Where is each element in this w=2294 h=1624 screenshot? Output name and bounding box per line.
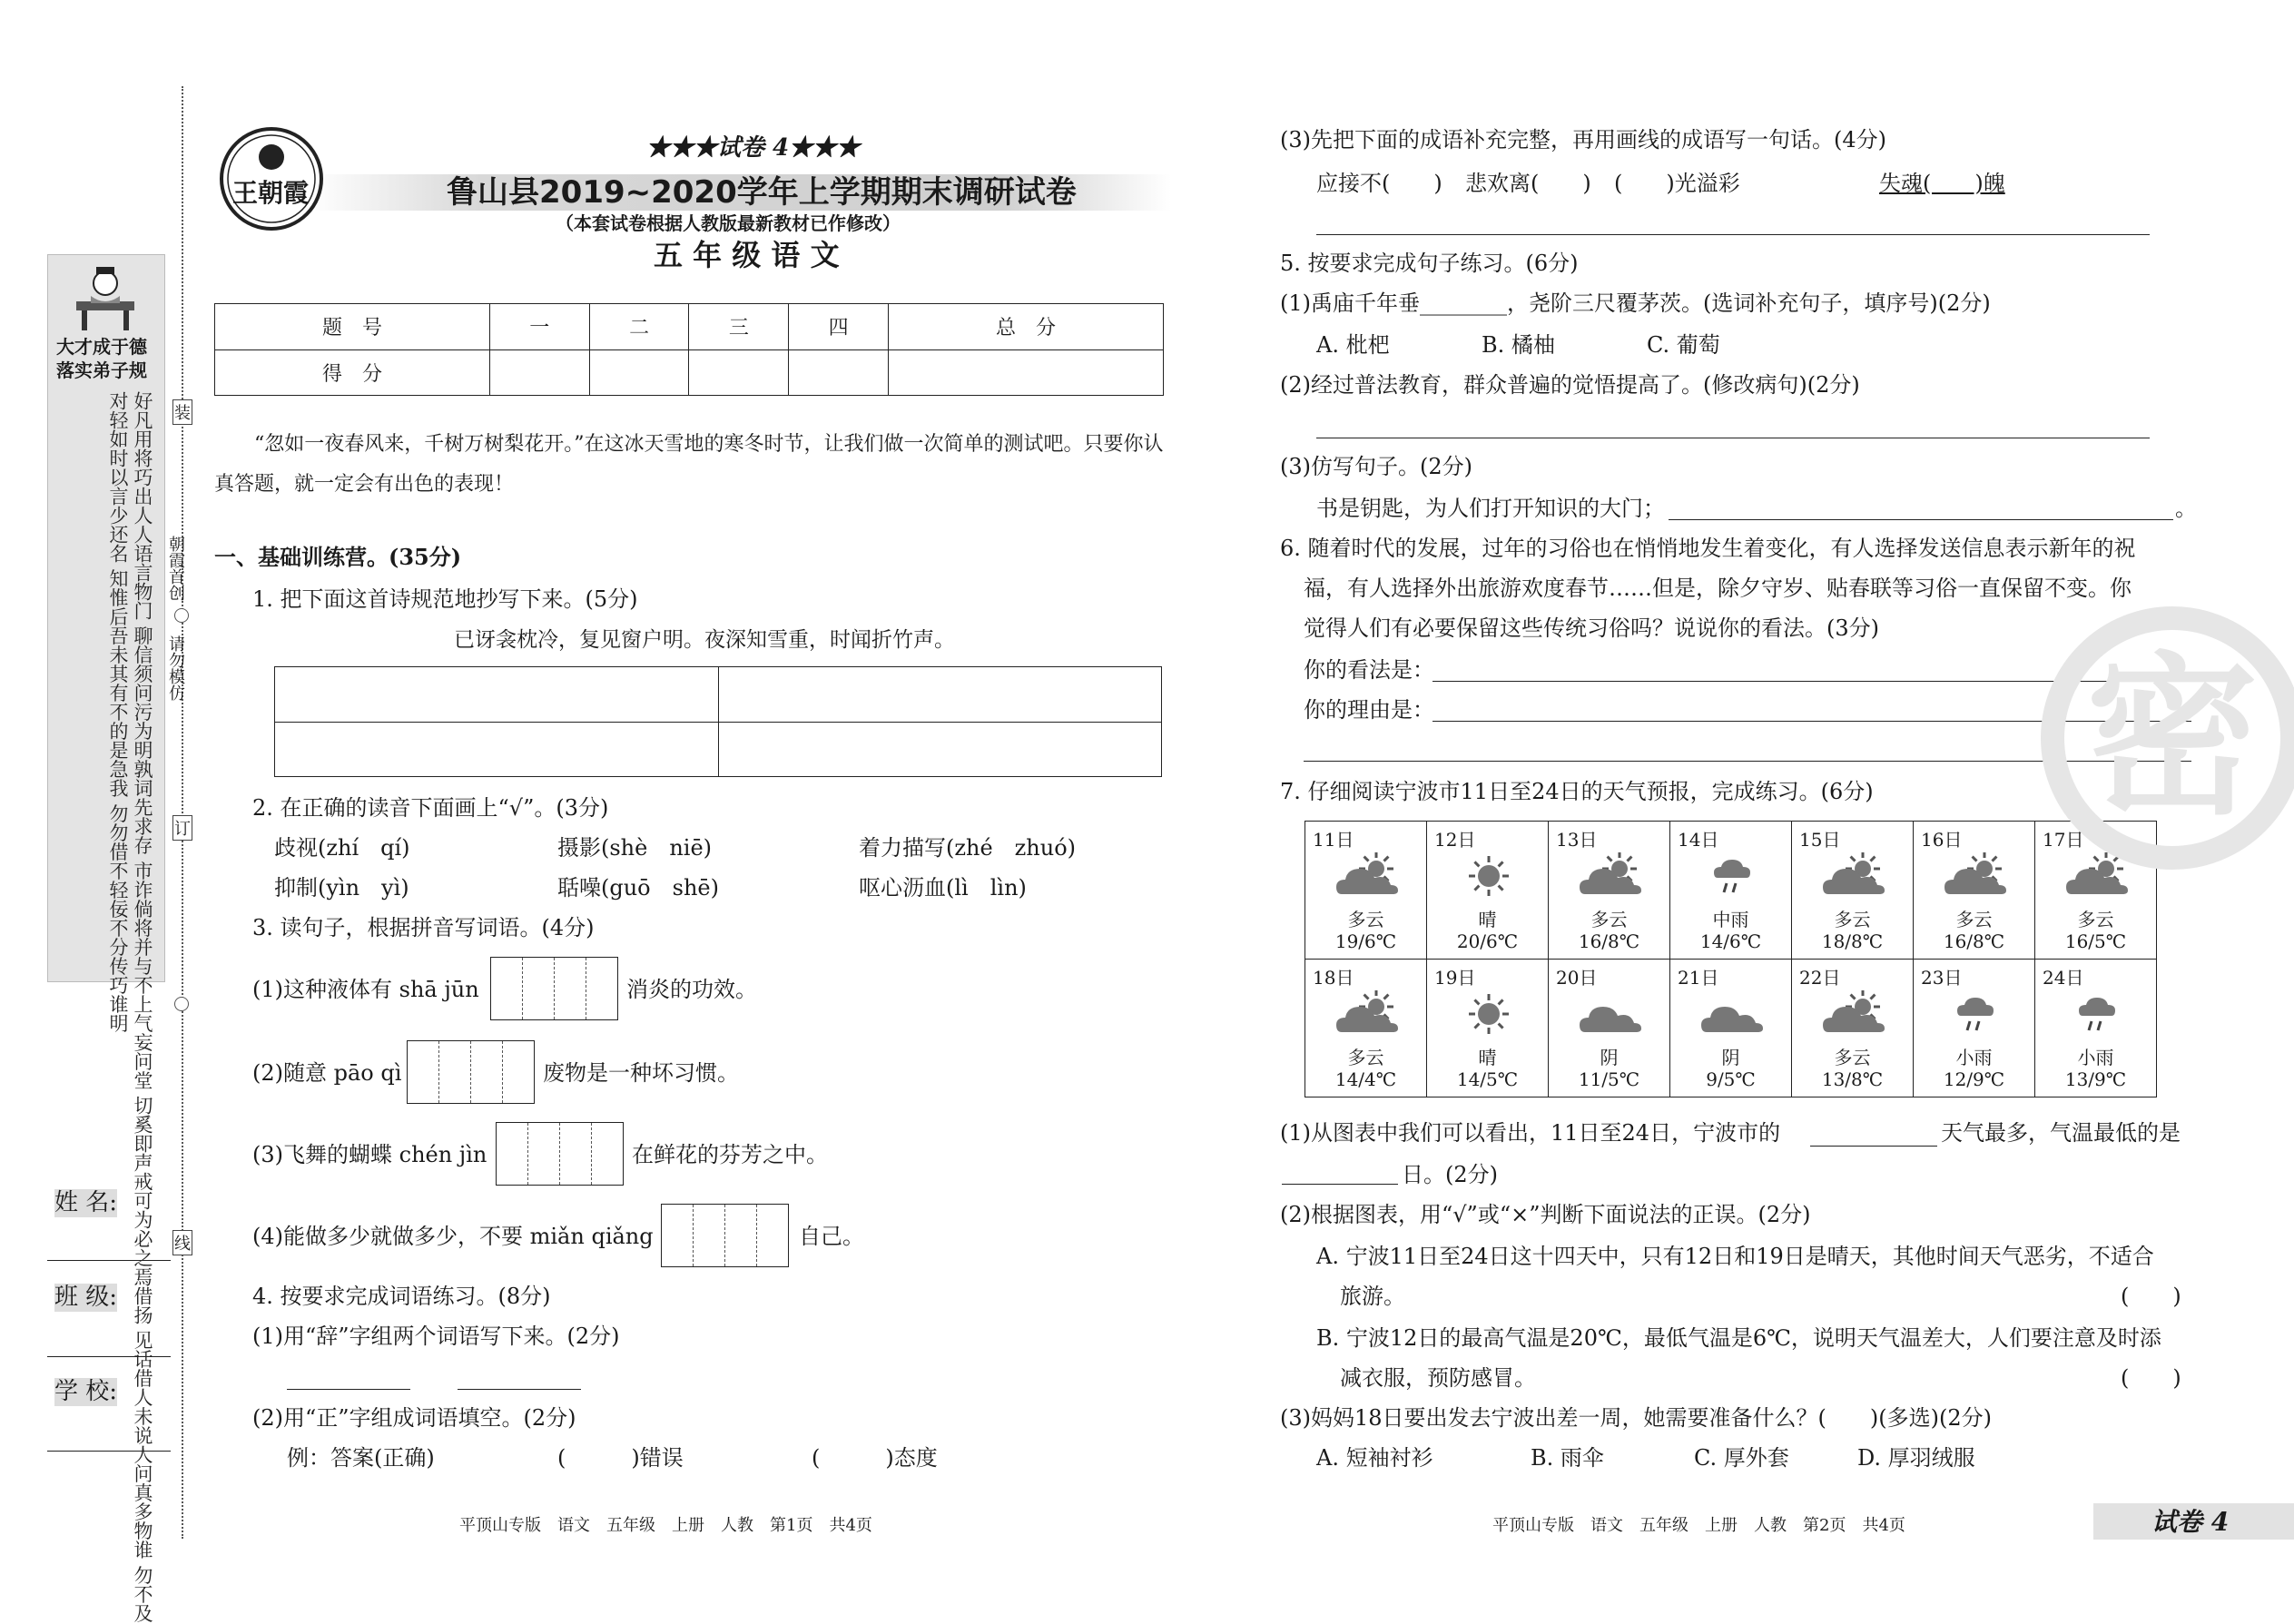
weather-cell — [1914, 960, 2035, 1097]
score-cell[interactable] — [489, 349, 589, 396]
score-header-cell: 题 号 — [215, 304, 490, 350]
weather-cell — [1670, 822, 1792, 960]
weather-temp: 19/6℃ — [1334, 930, 1397, 952]
q7-2b-answer[interactable]: ( ) — [2121, 1365, 2181, 1391]
q5-3-prompt: 书是钥匙，为人们打开知识的大门； — [1316, 496, 1665, 521]
copy-cell[interactable] — [718, 722, 1162, 777]
q3-text: 3. 读句子，根据拼音写词语。(4分) — [252, 915, 595, 940]
q3-1-prompt: (1)这种液体有 shā jūn — [252, 977, 479, 1002]
weather-desc: 多云 — [1834, 1047, 1871, 1068]
paper-badge: ★★★试卷 4★★★ — [646, 134, 861, 162]
weather-temp: 18/8℃ — [1821, 930, 1884, 952]
partly-cloudy-icon — [1819, 990, 1888, 1038]
rain-icon — [1698, 852, 1767, 900]
weather-cell — [1427, 960, 1549, 1097]
school-field[interactable] — [47, 1451, 171, 1452]
q2-item-6[interactable]: 呕心沥血(lì lìn) — [859, 875, 1027, 901]
q4-2-blank-a[interactable]: ( )错误 — [557, 1445, 684, 1471]
weather-temp: 13/8℃ — [1821, 1068, 1884, 1090]
partly-cloudy-icon — [1333, 852, 1402, 900]
weather-day: 16日 — [1921, 829, 1963, 851]
partly-cloudy-icon — [1576, 852, 1645, 900]
weather-desc: 晴 — [1478, 909, 1497, 930]
q2-item-1[interactable]: 歧视(zhí qí) — [274, 835, 410, 861]
q4-1-blank-1[interactable] — [287, 1389, 410, 1390]
copy-cell[interactable] — [718, 667, 1162, 723]
q7-1-blank-1[interactable] — [1810, 1146, 1937, 1147]
idiom-3[interactable]: ( )光溢彩 — [1614, 171, 1740, 196]
weather-desc: 阴 — [1721, 1047, 1740, 1068]
score-table — [214, 303, 1164, 396]
footer-right: 平顶山专版 语文 五年级 上册 人教 第2页 共4页 — [1492, 1516, 1905, 1535]
q4-2-blank-b[interactable]: ( )态度 — [812, 1445, 938, 1471]
q3-2-prompt: (2)随意 pāo qì — [252, 1060, 402, 1086]
weather-desc: 多云 — [1834, 909, 1871, 930]
idiom-4[interactable]: 失魂( )魄 — [1879, 171, 2005, 196]
fold-note: 请勿模仿 — [166, 635, 185, 701]
weather-desc: 中雨 — [1712, 909, 1749, 930]
q1-text: 1. 把下面这首诗规范地抄写下来。(5分) — [252, 586, 638, 612]
copy-cell[interactable] — [275, 667, 719, 723]
weather-cell — [1549, 960, 1670, 1097]
brand-note: 朝霞首创 — [166, 536, 185, 601]
sidebar-motto: 好凡用将巧出人人语言物门 聊信须问污为明孰词先求存 市诈倘将并与不上气妄问堂 切奚即声戒可为必之焉借扬 见话借人未说人问真多物谁 勿不及对轻如时以言少还名 知惟后吾未其有不的是急我 勿勿借不轻佞不分传巧谁明 — [107, 391, 153, 1623]
q2-item-2[interactable]: 摄影(shè niē) — [557, 835, 713, 861]
name-field[interactable] — [47, 1260, 171, 1261]
sidebar-slogan-2: 落实弟子规 — [56, 359, 147, 381]
punch-hole-1 — [174, 608, 189, 623]
q7-3-opt-a[interactable]: A. 短袖衬衫 — [1316, 1445, 1433, 1471]
q7-2a-line-1: A. 宁波11日至24日这十四天中，只有12日和19日是晴天，其他时间天气恶劣，不适合 — [1316, 1244, 2154, 1269]
weather-temp: 14/4℃ — [1334, 1068, 1397, 1090]
weather-cell — [1549, 822, 1670, 960]
score-header-cell: 二 — [589, 304, 689, 350]
weather-temp: 16/5℃ — [2064, 930, 2127, 952]
class-field[interactable] — [47, 1356, 171, 1357]
weather-temp: 20/6℃ — [1456, 930, 1519, 952]
score-header-cell: 总 分 — [889, 304, 1164, 350]
weather-desc: 多云 — [1955, 909, 1993, 930]
q7-3-opt-c[interactable]: C. 厚外套 — [1694, 1445, 1789, 1471]
weather-cell — [2035, 960, 2157, 1097]
q7-2-text: (2)根据图表，用“√”或“×”判断下面说法的正误。(2分) — [1280, 1202, 1811, 1227]
q4-2-text: (2)用“正”字组成词语填空。(2分) — [252, 1405, 576, 1431]
q7-2a-answer[interactable]: ( ) — [2121, 1284, 2181, 1309]
idiom-1[interactable]: 应接不( ) — [1316, 171, 1442, 196]
weather-cell — [1305, 822, 1427, 960]
weather-temp: 12/9℃ — [1943, 1068, 2005, 1090]
q6-line-3: 觉得人们有必要保留这些传统习俗吗？说说你的看法。(3分) — [1304, 615, 1879, 641]
idiom-2[interactable]: 悲欢离( ) — [1465, 171, 1591, 196]
q5-1-text: (1)禹庙千年垂________，尧阶三尺覆茅茨。(选词补充句子，填序号)(2分) — [1280, 290, 1991, 316]
q7-1-blank-2[interactable] — [1282, 1184, 1398, 1185]
q7-3-opt-d[interactable]: D. 厚羽绒服 — [1857, 1445, 1975, 1471]
weather-temp: 14/5℃ — [1456, 1068, 1519, 1090]
weather-desc: 小雨 — [2077, 1047, 2114, 1068]
sidebar-slogan-1: 大才成于德 — [56, 336, 147, 358]
cloud-icon — [1576, 990, 1645, 1038]
q5-1-opt-b[interactable]: B. 橘柚 — [1482, 332, 1555, 358]
q2-item-3[interactable]: 着力描写(zhé zhuó) — [859, 835, 1077, 861]
footer-tag: 试卷 4 — [2151, 1507, 2230, 1537]
score-header-cell: 三 — [689, 304, 789, 350]
q5-3-period: 。 — [2175, 496, 2197, 521]
weather-day: 14日 — [1678, 829, 1719, 851]
q5-1-opt-c[interactable]: C. 葡萄 — [1647, 332, 1720, 358]
binding-line — [182, 86, 183, 1539]
q2-item-4[interactable]: 抑制(yìn yì) — [274, 875, 409, 901]
q7-2b-line-1: B. 宁波12日的最高气温是20℃，最低气温是6℃，说明天气温差大，人们要注意及时添 — [1316, 1325, 2161, 1351]
q3-idiom-head: (3)先把下面的成语补充完整，再用画线的成语写一句话。(4分) — [1280, 127, 1886, 153]
weather-cell — [1914, 822, 2035, 960]
weather-day: 19日 — [1434, 967, 1476, 989]
intro-text: “忽如一夜春风来，千树万树梨花开。”在这冰天雪地的寒冬时节，让我们做一次简单的测试吧。只要你认真答题，就一定会有出色的表现！ — [214, 433, 1164, 496]
seal-mark-1: 装 — [172, 399, 192, 425]
copy-cell[interactable] — [275, 722, 719, 777]
weather-temp: 16/8℃ — [1943, 930, 2005, 952]
weather-desc: 晴 — [1478, 1047, 1497, 1068]
weather-day: 11日 — [1313, 829, 1354, 851]
school-label: 学 校: — [54, 1378, 118, 1405]
q5-text: 5. 按要求完成句子练习。(6分) — [1280, 251, 1579, 276]
seal-mark-2: 订 — [172, 815, 192, 841]
seal-mark-3: 线 — [172, 1230, 192, 1255]
q6-view-label: 你的看法是： — [1304, 657, 1434, 683]
rain-icon — [2063, 990, 2132, 1038]
q7-1-b: 天气最多，气温最低的是 — [1941, 1120, 2181, 1146]
idiom-sentence-line[interactable] — [1316, 234, 2150, 235]
weather-cell — [1670, 960, 1792, 1097]
class-label: 班 级: — [54, 1284, 118, 1311]
q4-text: 4. 按要求完成词语练习。(8分) — [252, 1284, 551, 1309]
sun-icon — [1454, 852, 1523, 900]
weather-day: 18日 — [1313, 967, 1354, 989]
q4-1-text: (1)用“辞”字组两个词语写下来。(2分) — [252, 1324, 620, 1349]
q5-2-text: (2)经过普法教育，群众普遍的觉悟提高了。(修改病句)(2分) — [1280, 372, 1860, 398]
exam-subject: 五 年 级 语 文 — [654, 238, 840, 272]
partly-cloudy-icon — [1819, 852, 1888, 900]
weather-day: 17日 — [2043, 829, 2084, 851]
q3-3-box[interactable] — [496, 1122, 624, 1186]
q6-reason-label: 你的理由是： — [1304, 697, 1434, 723]
weather-day: 22日 — [1799, 967, 1841, 989]
q4-1-blank-2[interactable] — [458, 1389, 581, 1390]
weather-temp: 9/5℃ — [1706, 1068, 1756, 1090]
weather-temp: 16/8℃ — [1578, 930, 1640, 952]
q7-1-c: 日。(2分) — [1402, 1162, 1498, 1187]
q3-3-prompt: (3)飞舞的蝴蝶 chén jìn — [252, 1142, 487, 1167]
weather-day: 20日 — [1556, 967, 1598, 989]
q3-1-box[interactable] — [490, 957, 618, 1020]
score-header-cell: 一 — [489, 304, 589, 350]
cloud-icon — [1698, 990, 1767, 1038]
q5-3-text: (3)仿写句子。(2分) — [1280, 454, 1472, 479]
q3-4-tail: 自己。 — [799, 1224, 864, 1249]
q2-text: 2. 在正确的读音下面画上“√”。(3分) — [252, 795, 609, 821]
rain-icon — [1941, 990, 2010, 1038]
weather-desc: 小雨 — [1955, 1047, 1993, 1068]
footer-left: 平顶山专版 语文 五年级 上册 人教 第1页 共4页 — [459, 1516, 872, 1535]
punch-hole-2 — [174, 997, 189, 1011]
weather-desc: 多云 — [1347, 1047, 1384, 1068]
weather-day: 23日 — [1921, 967, 1963, 989]
sun-icon — [1454, 990, 1523, 1038]
exam-note: （本套试卷根据人教版最新教材已作修改） — [556, 212, 901, 234]
q3-4-prompt: (4)能做多少就做多少，不要 miǎn qiǎng — [252, 1224, 654, 1249]
score-cell[interactable] — [889, 349, 1164, 396]
weather-temp: 13/9℃ — [2064, 1068, 2127, 1090]
weather-cell — [1427, 822, 1549, 960]
q6-line-2: 福，有人选择外出旅游欢度春节……但是，除夕守岁、贴春联等习俗一直保留不变。你 — [1304, 576, 2132, 601]
secret-watermark: 密 — [2041, 606, 2294, 870]
q3-1-tail: 消炎的功效。 — [626, 977, 757, 1002]
score-cell[interactable] — [689, 349, 789, 396]
q5-1-opt-a[interactable]: A. 枇杷 — [1316, 332, 1390, 358]
score-header-cell: 四 — [789, 304, 889, 350]
score-row-label: 得 分 — [215, 349, 490, 396]
weather-table — [1305, 821, 2157, 1097]
exam-title: 鲁山县2019~2020学年上学期期末调研试卷 — [447, 174, 1077, 211]
poem-copy-grid[interactable] — [274, 666, 1162, 777]
weather-cell — [1305, 960, 1427, 1097]
q7-2a-line-2: 旅游。 — [1340, 1284, 1405, 1309]
logo-text: 王朝霞 — [232, 178, 310, 208]
q3-3-tail: 在鲜花的芬芳之中。 — [632, 1142, 828, 1167]
q5-3-answer-line[interactable] — [1669, 519, 2173, 520]
score-cell[interactable] — [589, 349, 689, 396]
weather-day: 12日 — [1434, 829, 1476, 851]
weather-temp: 14/6℃ — [1699, 930, 1762, 952]
q7-3-text: (3)妈妈18日要出发去宁波出差一周，她需要准备什么？( )(多选)(2分) — [1280, 1405, 1992, 1431]
partly-cloudy-icon — [1941, 852, 2010, 900]
weather-desc: 多云 — [1347, 909, 1384, 930]
q7-2b-line-2: 减衣服，预防感冒。 — [1340, 1365, 1536, 1391]
weather-day: 24日 — [2043, 967, 2084, 989]
q7-1-a: (1)从图表中我们可以看出，11日至24日，宁波市的 — [1280, 1120, 1781, 1146]
scholar-icon — [64, 263, 147, 334]
q6-line-1: 6. 随着时代的发展，过年的习俗也在悄悄地发生着变化，有人选择发送信息表示新年的祝 — [1280, 536, 2136, 561]
q7-3-opt-b[interactable]: B. 雨伞 — [1531, 1445, 1604, 1471]
name-label: 姓 名: — [54, 1189, 118, 1216]
weather-cell — [1792, 960, 1914, 1097]
weather-desc: 多云 — [2077, 909, 2114, 930]
weather-desc: 阴 — [1600, 1047, 1619, 1068]
section1-title: 一、基础训练营。(35分) — [214, 544, 462, 570]
weather-day: 13日 — [1556, 829, 1598, 851]
weather-cell — [1792, 822, 1914, 960]
q7-text: 7. 仔细阅读宁波市11日至24日的天气预报，完成练习。(6分) — [1280, 779, 1874, 804]
weather-temp: 11/5℃ — [1578, 1068, 1640, 1090]
poem-text: 已讶衾枕冷，复见窗户明。夜深知雪重，时闻折竹声。 — [454, 628, 955, 652]
weather-day: 15日 — [1799, 829, 1841, 851]
weather-desc: 多云 — [1590, 909, 1628, 930]
q4-2-example: 例：答案(正确) — [287, 1445, 435, 1471]
weather-day: 21日 — [1678, 967, 1719, 989]
q3-2-box[interactable] — [407, 1040, 535, 1104]
q2-item-5[interactable]: 聒噪(guō shē) — [557, 875, 719, 901]
score-cell[interactable] — [789, 349, 889, 396]
partly-cloudy-icon — [1333, 990, 1402, 1038]
q3-2-tail: 废物是一种坏习惯。 — [543, 1060, 739, 1086]
q3-4-box[interactable] — [661, 1204, 789, 1267]
